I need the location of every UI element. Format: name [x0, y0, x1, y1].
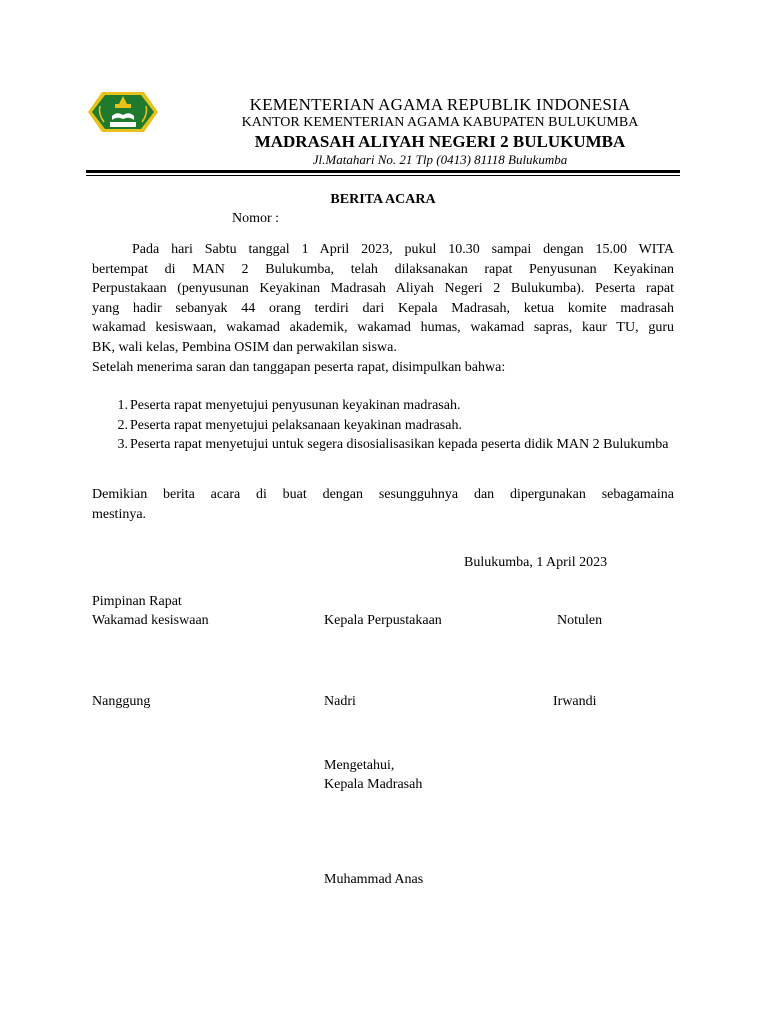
paragraph-line: Pada hari Sabtu tanggal 1 April 2023, pukul 10.30 sampai dengan 15.00 WITA	[132, 242, 674, 257]
paragraph-line: Demikian berita acara di buat dengan sesungguhnya dan dipergunakan sebagamaina	[92, 487, 674, 502]
notulen-name: Irwandi	[553, 694, 597, 709]
closing-paragraph	[92, 485, 674, 524]
opening-paragraph	[92, 240, 674, 377]
ministry-name: KEMENTERIAN AGAMA REPUBLIK INDONESIA	[249, 95, 631, 114]
document-number-label: Nomor :	[232, 211, 280, 226]
office-name: KANTOR KEMENTERIAN AGAMA KABUPATEN BULUKUMBA	[241, 115, 639, 130]
acknowledged-label: Mengetahui,	[324, 758, 395, 773]
document-title: BERITA ACARA	[330, 192, 436, 207]
paragraph-line: bertempat di MAN 2 Bulukumba, telah dilaksanakan rapat Penyusunan Keyakinan	[92, 261, 674, 277]
leader-label: Pimpinan Rapat	[92, 594, 182, 609]
list-number: 3.	[117, 437, 128, 453]
leader-role: Wakamad kesiswaan	[92, 613, 209, 628]
place-date: Bulukumba, 1 April 2023	[464, 555, 608, 570]
paragraph-line: Perpustakaan (penyusunan Keyakinan Madrasah Aliyah Negeri 2 Bulukumba). Peserta rapat	[92, 281, 674, 297]
conclusion-list	[92, 396, 674, 455]
list-item	[92, 396, 674, 416]
list-text: Peserta rapat menyetujui pelaksanaan keyakinan madrasah.	[130, 417, 462, 433]
list-number: 2.	[117, 417, 128, 433]
principal-role: Kepala Madrasah	[324, 777, 423, 792]
paragraph-line: BK, wali kelas, Pembina OSIM dan perwakilan siswa.	[92, 339, 397, 355]
list-text: Peserta rapat menyetujui penyusunan keyakinan madrasah.	[130, 398, 461, 413]
principal-name: Muhammad Anas	[324, 872, 424, 887]
list-number: 1.	[117, 398, 128, 413]
librarian-name: Nadri	[324, 694, 356, 709]
header-rule-thin	[86, 175, 680, 176]
header-rule-thick	[86, 170, 680, 173]
notulen-role: Notulen	[557, 613, 603, 628]
ministry-logo	[86, 86, 160, 138]
school-address: Jl.Matahari No. 21 Tlp (0413) 81118 Bulukumba	[312, 152, 568, 167]
leader-name: Nanggung	[92, 694, 151, 709]
paragraph-line: yang hadir sebanyak 44 orang terdiri dari Kepala Madrasah, ketua komite madrasah	[92, 300, 674, 316]
paragraph-line: mestinya.	[92, 506, 147, 522]
paragraph-line: wakamad kesiswaan, wakamad akademik, wakamad humas, wakamad sapras, kaur TU, guru	[92, 320, 674, 336]
school-name: MADRASAH ALIYAH NEGERI 2 BULUKUMBA	[254, 132, 626, 151]
list-item	[92, 435, 674, 455]
list-text: Peserta rapat menyetujui untuk segera disosialisasikan kepada peserta didik MAN 2 Bulukumba	[130, 437, 669, 453]
conclusion-intro: Setelah menerima saran dan tanggapan peserta rapat, disimpulkan bahwa:	[92, 359, 506, 375]
list-item	[92, 416, 674, 436]
librarian-role: Kepala Perpustakaan	[324, 613, 442, 628]
